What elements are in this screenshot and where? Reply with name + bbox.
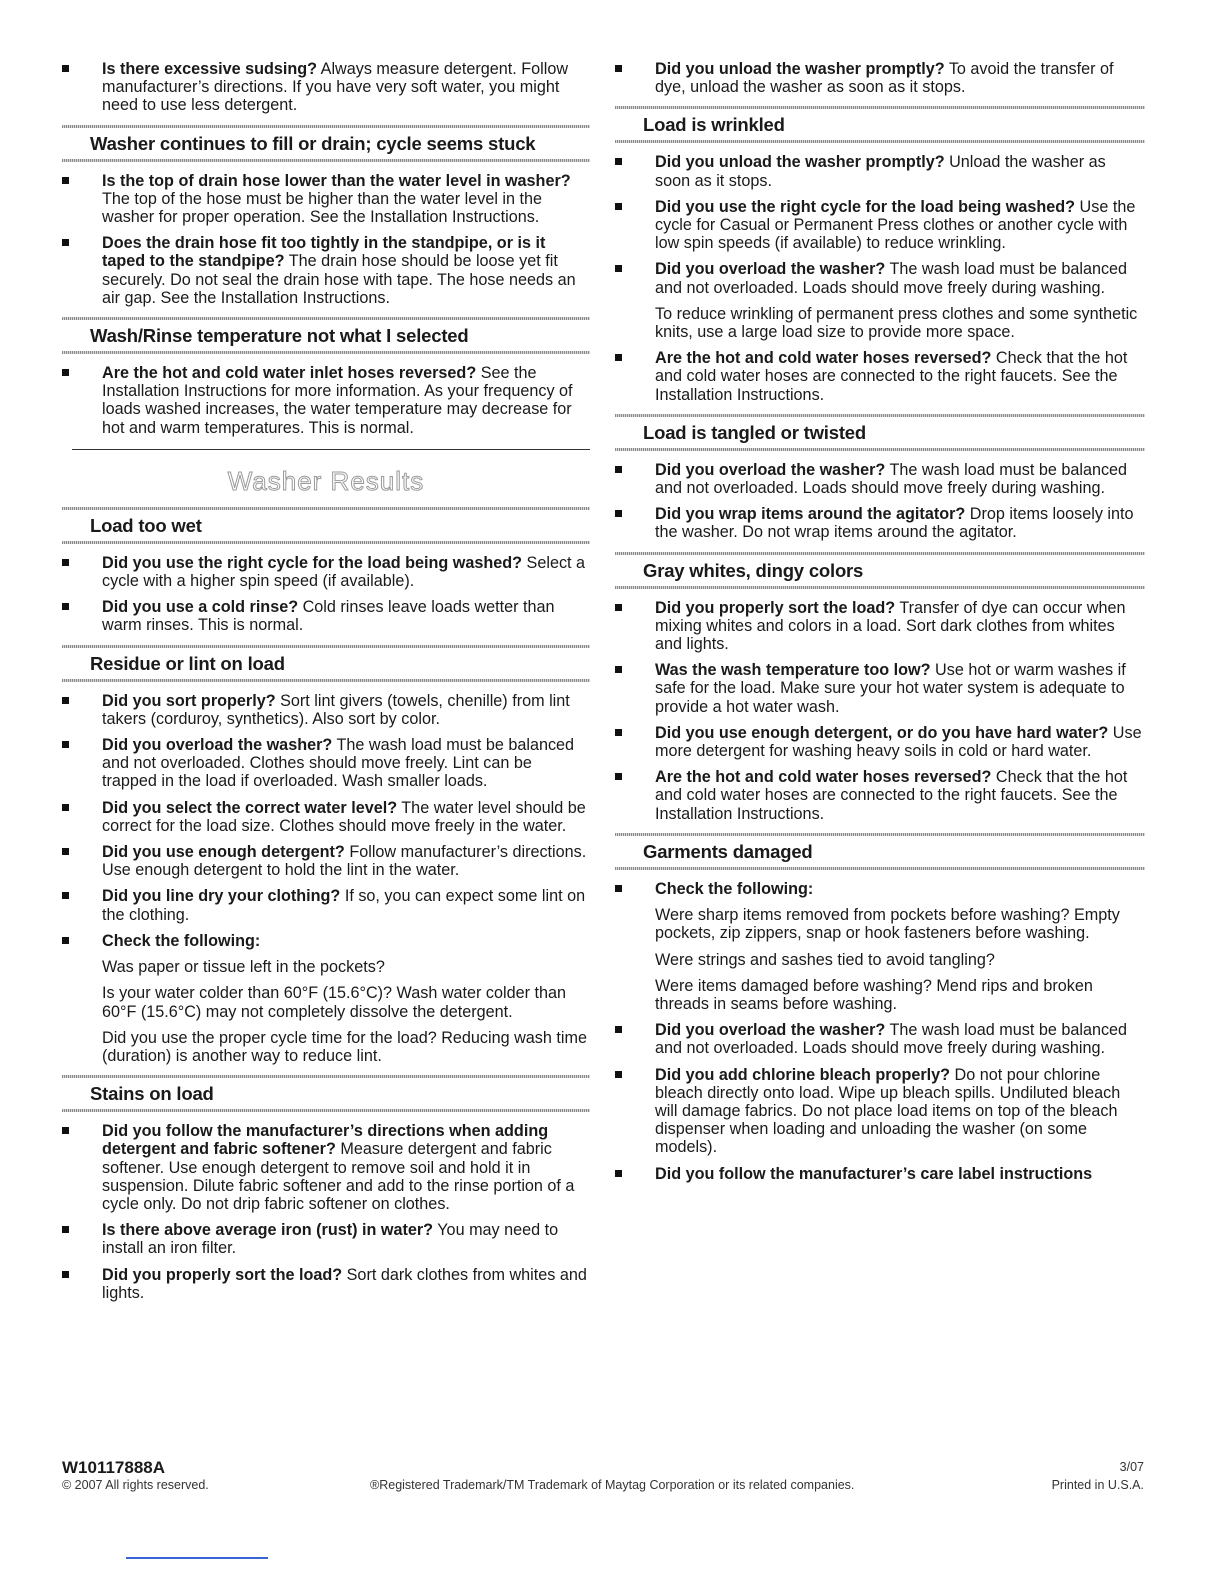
- bullet-item: Was the wash temperature too low? Use hot or warm washes if safe for the load. Make sure your hot water system is adequate to provide a hot water wash.: [615, 661, 1145, 716]
- section-title: Load too wet: [90, 514, 202, 536]
- bullet-square-icon: [62, 697, 69, 704]
- bullet-square-icon: [62, 804, 69, 811]
- document-id: W10117888A: [62, 1458, 166, 1477]
- bullet-square-icon: [615, 729, 622, 736]
- bullet-square-icon: [62, 937, 69, 944]
- section-header-tangled: [615, 414, 1145, 451]
- paragraph: Was paper or tissue left in the pockets?: [102, 958, 385, 977]
- dotted-rule: [615, 867, 1145, 870]
- bullet-item: Did you overload the washer? The wash load must be balanced and not overloaded. Loads should move freely during washing.: [615, 260, 1145, 296]
- bullet-square-icon: [615, 510, 622, 517]
- footer-date: 3/07: [1119, 1460, 1144, 1474]
- paragraph: Did you use the proper cycle time for the load? Reducing wash time (duration) is another way to reduce lint.: [102, 1028, 587, 1065]
- bullet-item: Did you overload the washer? The wash load must be balanced and not overloaded. Loads should move freely during washing.: [615, 461, 1145, 497]
- bullet-square-icon: [62, 65, 69, 72]
- bullet-item: Did you follow the manufacturer’s directions when adding detergent and fabric softener? Measure detergent and fabric softener. Use enough detergent to remove soil and hold it in suspension. Dilute fabric softener and add to the rinse portion of a cycle only. Do not drip fabric softener on clothes.: [62, 1122, 590, 1213]
- bullet-item: Is there above average iron (rust) in water? You may need to install an iron filter.: [62, 1221, 590, 1257]
- bullet-square-icon: [62, 177, 69, 184]
- bullet-item: Did you select the correct water level? The water level should be correct for the load size. Clothes should move freely in the water.: [62, 799, 590, 835]
- bullet-item: Did you use enough detergent? Follow manufacturer’s directions. Use enough detergent to hold the lint in the water.: [62, 843, 590, 879]
- bullet-square-icon: [62, 741, 69, 748]
- bullet-item: Did you overload the washer? The wash load must be balanced and not overloaded. Clothes should move freely. Lint can be trapped in the load if overloaded. Wash smaller loads.: [62, 736, 590, 791]
- dotted-rule: [62, 159, 590, 162]
- section-header-temperature: [62, 317, 590, 354]
- bullet-square-icon: [62, 559, 69, 566]
- bullet-item: Does the drain hose fit too tightly in the standpipe, or is it taped to the standpipe? The drain hose should be loose yet fit securely. Do not seal the drain hose with tape. The hose needs an air gap. See the Installation Instructions.: [62, 234, 590, 307]
- paragraph: Is your water colder than 60°F (15.6°C)? Wash water colder than 60°F (15.6°C) may not completely dissolve the detergent.: [102, 984, 567, 1021]
- bullet-item: Is the top of drain hose lower than the water level in washer? The top of the hose must be higher than the water level in the washer for proper operation. See the Installation Instructions.: [62, 172, 590, 227]
- paragraph: Were strings and sashes tied to avoid tangling?: [655, 950, 995, 969]
- bullet-item: Did you line dry your clothing? If so, you can expect some lint on the clothing.: [62, 887, 590, 923]
- blue-line-mark: [126, 1557, 268, 1559]
- bullet-square-icon: [615, 354, 622, 361]
- dotted-rule: [62, 679, 590, 682]
- section-header-gray-whites: [615, 552, 1145, 589]
- bullet-square-icon: [62, 1271, 69, 1278]
- bullet-item: Did you use enough detergent, or do you have hard water? Use more detergent for washing heavy soils in cold or hard water.: [615, 724, 1145, 760]
- bullet-square-icon: [62, 369, 69, 376]
- bullet-item: Did you overload the washer? The wash load must be balanced and not overloaded. Loads should move freely during washing.: [615, 1021, 1145, 1057]
- bullet-square-icon: [62, 848, 69, 855]
- bullet-item: Are the hot and cold water hoses reversed? Check that the hot and cold water hoses are connected to the right faucets. See the Installation Instructions.: [615, 349, 1145, 404]
- bullet-square-icon: [62, 603, 69, 610]
- bullet-item: Did you properly sort the load? Sort dark clothes from whites and lights.: [62, 1266, 590, 1302]
- section-title: Gray whites, dingy colors: [643, 559, 864, 581]
- section-header-garments-damaged: [615, 833, 1145, 870]
- section-title: Residue or lint on load: [90, 652, 285, 674]
- section-header-fill-drain: [62, 125, 590, 162]
- bullet-square-icon: [615, 466, 622, 473]
- section-title: Stains on load: [90, 1083, 214, 1105]
- dotted-rule: [62, 541, 590, 544]
- bullet-item: Did you wrap items around the agitator? Drop items loosely into the washer. Do not wrap items around the agitator.: [615, 505, 1145, 541]
- right-column: [615, 60, 1145, 1191]
- bullet-item: Did you add chlorine bleach properly? Do not pour chlorine bleach directly onto load. Wipe up bleach spills. Undiluted bleach will damage fabrics. Do not place load items on top of the bleach dispenser when loading and unloading the washer (on some models).: [615, 1066, 1145, 1157]
- bullet-square-icon: [62, 1127, 69, 1134]
- section-title: Garments damaged: [643, 840, 813, 862]
- bullet-item: Did you unload the washer promptly? Unload the washer as soon as it stops.: [615, 153, 1145, 189]
- bullet-square-icon: [62, 239, 69, 246]
- page-footer: [62, 1458, 1144, 1496]
- printed-in-text: Printed in U.S.A.: [1051, 1478, 1144, 1492]
- left-column: [62, 60, 590, 1310]
- bullet-square-icon: [615, 604, 622, 611]
- trademark-text: ®Registered Trademark/TM Trademark of Maytag Corporation or its related companies.: [370, 1478, 855, 1492]
- bullet-square-icon: [615, 885, 622, 892]
- bullet-item: Did you sort properly? Sort lint givers (towels, chenille) from lint takers (corduroy, synthetics). Also sort by color.: [62, 692, 590, 728]
- bullet-unload-promptly: Did you unload the washer promptly? To avoid the transfer of dye, unload the washer as soon as it stops.: [615, 60, 1145, 96]
- bullet-square-icon: [615, 1170, 622, 1177]
- section-title: Washer continues to fill or drain; cycle seems stuck: [90, 132, 536, 154]
- bullet-square-icon: [615, 1026, 622, 1033]
- bullet-square-icon: [615, 265, 622, 272]
- bullet-item: Are the hot and cold water inlet hoses reversed? See the Installation Instructions for more information. As your frequency of loads washed increases, the water temperature may decrease for hot and warm temperatures. This is normal.: [62, 364, 590, 437]
- dotted-rule: [615, 448, 1145, 451]
- bullet-square-icon: [615, 158, 622, 165]
- bullet-item: Did you follow the manufacturer’s care label instructions: [615, 1165, 1145, 1183]
- paragraph: To reduce wrinkling of permanent press clothes and some synthetic knits, use a large load size to provide more space.: [655, 304, 1138, 342]
- bullet-excessive-sudsing: Is there excessive sudsing? Always measure detergent. Follow manufacturer’s directions. If you have very soft water, you might need to use less detergent.: [62, 60, 590, 115]
- copyright-text: © 2007 All rights reserved.: [62, 1478, 209, 1492]
- bullet-square-icon: [62, 1226, 69, 1233]
- dotted-rule: [615, 586, 1145, 589]
- bullet-square-icon: [615, 203, 622, 210]
- bullet-square-icon: [62, 892, 69, 899]
- section-header-stains: [62, 1075, 590, 1112]
- bullet-item: Are the hot and cold water hoses reversed? Check that the hot and cold water hoses are connected to the right faucets. See the Installation Instructions.: [615, 768, 1145, 823]
- bullet-item: Did you use the right cycle for the load being washed? Use the cycle for Casual or Permanent Press clothes or another cycle with low spin speeds (if available) to reduce wrinkling.: [615, 198, 1145, 253]
- section-header-wrinkled: [615, 106, 1145, 143]
- bullet-item: Did you use the right cycle for the load being washed? Select a cycle with a higher spin speed (if available).: [62, 554, 590, 590]
- bullet-item: Did you use a cold rinse? Cold rinses leave loads wetter than warm rinses. This is normal.: [62, 598, 590, 634]
- bullet-square-icon: [615, 65, 622, 72]
- section-title: Load is wrinkled: [643, 114, 785, 136]
- bullet-item: Did you properly sort the load? Transfer of dye can occur when mixing whites and colors in a load. Sort dark clothes from whites and lights.: [615, 599, 1145, 654]
- section-header-load-too-wet: [62, 507, 590, 544]
- dotted-rule: [62, 351, 590, 354]
- chapter-divider: [72, 449, 590, 450]
- section-header-residue: [62, 645, 590, 682]
- section-title: Load is tangled or twisted: [643, 421, 866, 443]
- chapter-title-washer-results: Washer Results: [227, 465, 425, 496]
- dotted-rule: [615, 140, 1145, 143]
- bullet-square-icon: [615, 773, 622, 780]
- paragraph: Were items damaged before washing? Mend rips and broken threads in seams before washing.: [655, 976, 1093, 1013]
- bullet-item: Check the following:: [615, 880, 1145, 898]
- dotted-rule: [62, 1109, 590, 1112]
- bullet-square-icon: [615, 666, 622, 673]
- bullet-item: Check the following:: [62, 932, 590, 950]
- footer-row: [62, 1478, 1144, 1496]
- section-title: Wash/Rinse temperature not what I selected: [90, 325, 469, 347]
- bullet-square-icon: [615, 1071, 622, 1078]
- paragraph: Were sharp items removed from pockets before washing? Empty pockets, zip zippers, snap or hook fasteners before washing.: [655, 906, 1120, 943]
